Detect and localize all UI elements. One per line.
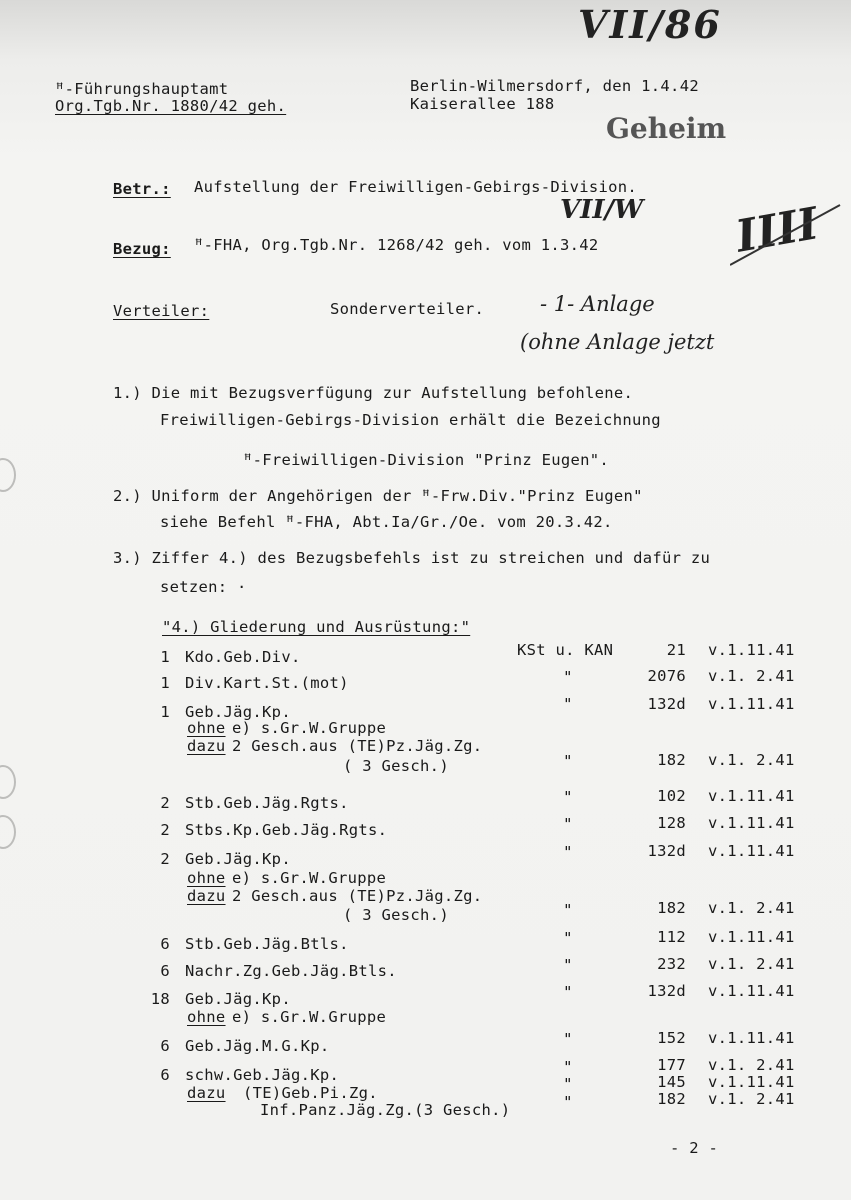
row-date: v.1. 2.41 [708, 1056, 795, 1074]
geheim-stamp: Geheim [606, 112, 727, 145]
row-subunit: ( 3 Gesch.) [343, 906, 449, 924]
row-date: v.1.11.41 [708, 695, 795, 713]
row-kan: 132d [647, 982, 686, 1000]
row-kan: 132d [647, 842, 686, 860]
row-qualifier: ohne [187, 869, 226, 887]
verteiler-note1: - 1- Anlage [540, 292, 655, 316]
ditto-mark: " [563, 1030, 573, 1048]
row-unit: Kdo.Geb.Div. [185, 648, 301, 666]
ditto-mark: " [563, 695, 573, 713]
betr-text: Aufstellung der Freiwilligen-Gebirgs-Division. [194, 178, 638, 196]
row-subunit: e) s.Gr.W.Gruppe [232, 869, 387, 887]
row-kan: 132d [647, 695, 686, 713]
row-date: v.1.11.41 [708, 787, 795, 805]
row-qty: 6 [160, 1037, 170, 1055]
punch-hole [0, 815, 16, 849]
row-kan: 102 [657, 787, 686, 805]
row-date: v.1. 2.41 [708, 1090, 795, 1108]
row-kan: 177 [657, 1056, 686, 1074]
row-qty: 18 [150, 990, 170, 1008]
ditto-mark: " [563, 929, 573, 947]
row-subunit: 2 Gesch.aus (TE)Pz.Jäg.Zg. [232, 737, 483, 755]
item1-line3: ꟸ-Freiwilligen-Division "Prinz Eugen". [243, 451, 610, 469]
margin-scribble [730, 195, 845, 280]
ditto-mark: " [563, 983, 573, 1001]
margin-mark: IIII [732, 198, 823, 263]
row-unit: Stb.Geb.Jäg.Btls. [185, 935, 349, 953]
bezug-text: ꟸ-FHA, Org.Tgb.Nr. 1268/42 geh. vom 1.3.42 [194, 236, 599, 254]
item3-line1: 3.) Ziffer 4.) des Bezugsbefehls ist zu streichen und dafür zu [113, 549, 711, 567]
betr-label: Betr.: [113, 180, 171, 198]
row-qualifier: ohne [187, 1008, 226, 1026]
row-kan: 152 [657, 1029, 686, 1047]
row-unit: Div.Kart.St.(mot) [185, 674, 349, 692]
row-subunit: ( 3 Gesch.) [343, 757, 449, 775]
verteiler-note2: (ohne Anlage jetzt [520, 330, 715, 354]
ditto-mark: " [563, 752, 573, 770]
row-qty: 2 [160, 850, 170, 868]
table-header: KSt u. KAN [517, 641, 614, 659]
row-date: v.1. 2.41 [708, 899, 795, 917]
row-date: v.1.11.41 [708, 842, 795, 860]
item2-line1: 2.) Uniform der Angehörigen der ꟸ-Frw.Div."Prinz Eugen" [113, 487, 643, 505]
bezug-label: Bezug: [113, 240, 171, 258]
row-subunit: (TE)Geb.Pi.Zg. [243, 1084, 378, 1102]
table-title: "4.) Gliederung und Ausrüstung:" [162, 618, 471, 636]
row-qty: 6 [160, 1066, 170, 1084]
row-date: v.1. 2.41 [708, 751, 795, 769]
row-kan: 21 [666, 641, 686, 659]
ditto-mark: " [563, 1075, 573, 1093]
item1-line2: Freiwilligen-Gebirgs-Division erhält die Bezeichnung [160, 411, 661, 429]
row-kan: 182 [657, 751, 686, 769]
punch-hole [0, 458, 16, 492]
row-date: v.1.11.41 [708, 1029, 795, 1047]
row-kan: 145 [657, 1073, 686, 1091]
item1-line1: 1.) Die mit Bezugsverfügung zur Aufstellung befohlene. [113, 384, 634, 402]
ditto-mark: " [563, 815, 573, 833]
row-unit: Nachr.Zg.Geb.Jäg.Btls. [185, 962, 397, 980]
row-date: v.1. 2.41 [708, 955, 795, 973]
row-subunit: e) s.Gr.W.Gruppe [232, 719, 387, 737]
verteiler-label: Verteiler: [113, 302, 210, 320]
row-unit: Geb.Jäg.Kp. [185, 850, 291, 868]
place-date: Berlin-Wilmersdorf, den 1.4.42 [410, 77, 699, 95]
address: Kaiserallee 188 [410, 95, 555, 113]
ditto-mark: " [563, 668, 573, 686]
row-date: v.1. 2.41 [708, 667, 795, 685]
row-kan: 182 [657, 1090, 686, 1108]
row-date: v.1.11.41 [708, 928, 795, 946]
page-number: - 2 - [670, 1139, 719, 1157]
item3-line2: setzen: · [160, 578, 247, 596]
row-date: v.1.11.41 [708, 1073, 795, 1091]
row-qty: 1 [160, 703, 170, 721]
row-unit: Geb.Jäg.Kp. [185, 703, 291, 721]
row-qty: 6 [160, 935, 170, 953]
ditto-mark: " [563, 901, 573, 919]
row-subunit: 2 Gesch.aus (TE)Pz.Jäg.Zg. [232, 887, 483, 905]
punch-hole [0, 765, 16, 799]
ditto-mark: " [563, 843, 573, 861]
row-qty: 2 [160, 821, 170, 839]
row-unit: Geb.Jäg.M.G.Kp. [185, 1037, 330, 1055]
row-unit: Stb.Geb.Jäg.Rgts. [185, 794, 349, 812]
row-qualifier: dazu [187, 737, 226, 755]
row-qualifier: dazu [187, 1084, 226, 1102]
row-date: v.1.11.41 [708, 814, 795, 832]
ditto-mark: " [563, 1058, 573, 1076]
bezug-note: VII/W [560, 195, 644, 225]
row-date: v.1.11.41 [708, 982, 795, 1000]
row-subunit: e) s.Gr.W.Gruppe [232, 1008, 387, 1026]
ditto-mark: " [563, 956, 573, 974]
row-kan: 112 [657, 928, 686, 946]
row-kan: 232 [657, 955, 686, 973]
row-unit: schw.Geb.Jäg.Kp. [185, 1066, 340, 1084]
row-qty: 6 [160, 962, 170, 980]
file-mark: VII/86 [578, 2, 722, 47]
verteiler-text: Sonderverteiler. [330, 300, 485, 318]
row-qualifier: ohne [187, 719, 226, 737]
row-kan: 2076 [647, 667, 686, 685]
item2-line2: siehe Befehl ꟸ-FHA, Abt.Ia/Gr./Oe. vom 20.3.42. [160, 513, 613, 531]
row-unit: Geb.Jäg.Kp. [185, 990, 291, 1008]
row-unit: Stbs.Kp.Geb.Jäg.Rgts. [185, 821, 388, 839]
office-ref: Org.Tgb.Nr. 1880/42 geh. [55, 97, 287, 115]
ditto-mark: " [563, 788, 573, 806]
row-qty: 2 [160, 794, 170, 812]
row-qty: 1 [160, 674, 170, 692]
ditto-mark: " [563, 1093, 573, 1111]
row-kan: 128 [657, 814, 686, 832]
row-subunit: Inf.Panz.Jäg.Zg.(3 Gesch.) [260, 1101, 511, 1119]
row-kan: 182 [657, 899, 686, 917]
row-qualifier: dazu [187, 887, 226, 905]
row-qty: 1 [160, 648, 170, 666]
office-name: ꟸ-Führungshauptamt [55, 80, 229, 98]
row-date: v.1.11.41 [708, 641, 795, 659]
